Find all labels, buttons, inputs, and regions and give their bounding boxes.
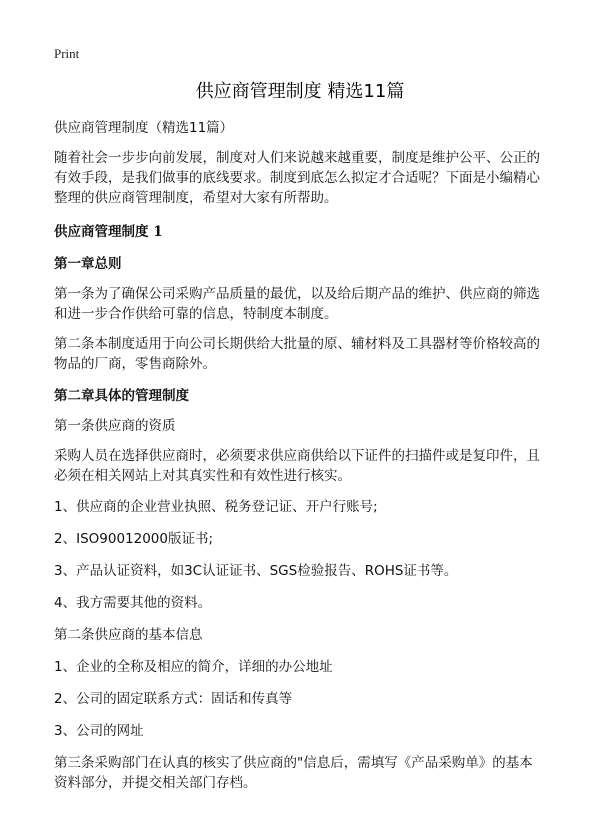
article-2-line: 第二条本制度适用于向公司长期供给大批量的原、辅材料及工具器材等价格较高的 bbox=[54, 336, 540, 352]
article-3-line: 资料部分，并提交相关部门存档。 bbox=[54, 775, 257, 791]
list-item: 3、产品认证资料，如3C认证证书、SGS检验报告、ROHS证书等。 bbox=[54, 563, 458, 579]
article-1-line: 第一条为了确保公司采购产品质量的最优，以及给后期产品的维护、供应商的筛选 bbox=[54, 286, 540, 302]
qualification-title: 第一条供应商的资质 bbox=[54, 418, 176, 434]
basic-info-title: 第二条供应商的基本信息 bbox=[54, 627, 203, 643]
section-title: 供应商管理制度 1 bbox=[54, 224, 163, 240]
intro-line: 有效手段，是我们做事的底线要求。制度到底怎么拟定才合适呢？下面是小编精心 bbox=[54, 170, 540, 186]
intro-paragraph bbox=[54, 148, 550, 208]
qualification-line: 必须在相关网站上对其真实性和有效性进行核实。 bbox=[54, 468, 351, 484]
document-body bbox=[54, 118, 550, 793]
print-link[interactable]: Print bbox=[54, 46, 80, 61]
article-1 bbox=[54, 284, 550, 324]
subtitle: 供应商管理制度（精选11篇） bbox=[54, 120, 234, 136]
intro-line: 整理的供应商管理制度，希望对大家有所帮助。 bbox=[54, 190, 338, 206]
chapter-1-title: 第一章总则 bbox=[54, 256, 122, 272]
qualification-line: 采购人员在选择供应商时，必须要求供应商供给以下证件的扫描件或是复印件，且 bbox=[54, 448, 540, 464]
list-item: 3、公司的网址 bbox=[54, 723, 144, 739]
article-3-line: 第三条采购部门在认真的核实了供应商的"信息后，需填写《产品采购单》的基本 bbox=[54, 755, 533, 771]
qualification-description bbox=[54, 446, 550, 486]
article-3 bbox=[54, 753, 550, 793]
article-2-line: 物品的厂商，零售商除外。 bbox=[54, 356, 216, 372]
list-item: 1、供应商的企业营业执照、税务登记证、开户行账号; bbox=[54, 499, 378, 515]
list-item: 4、我方需要其他的资料。 bbox=[54, 595, 212, 611]
document-title: 供应商管理制度 精选11篇 bbox=[195, 81, 405, 102]
article-1-line: 和进一步合作供给可靠的信息，特制度本制度。 bbox=[54, 306, 338, 322]
article-2 bbox=[54, 334, 550, 374]
chapter-2-title: 第二章具体的管理制度 bbox=[54, 388, 189, 404]
intro-line: 随着社会一步步向前发展，制度对人们来说越来越重要，制度是维护公平、公正的 bbox=[54, 150, 540, 166]
list-item: 2、公司的固定联系方式：固话和传真等 bbox=[54, 691, 293, 707]
list-item: 1、企业的全称及相应的简介，详细的办公地址 bbox=[54, 659, 333, 675]
list-item: 2、ISO90012000版证书; bbox=[54, 531, 214, 547]
